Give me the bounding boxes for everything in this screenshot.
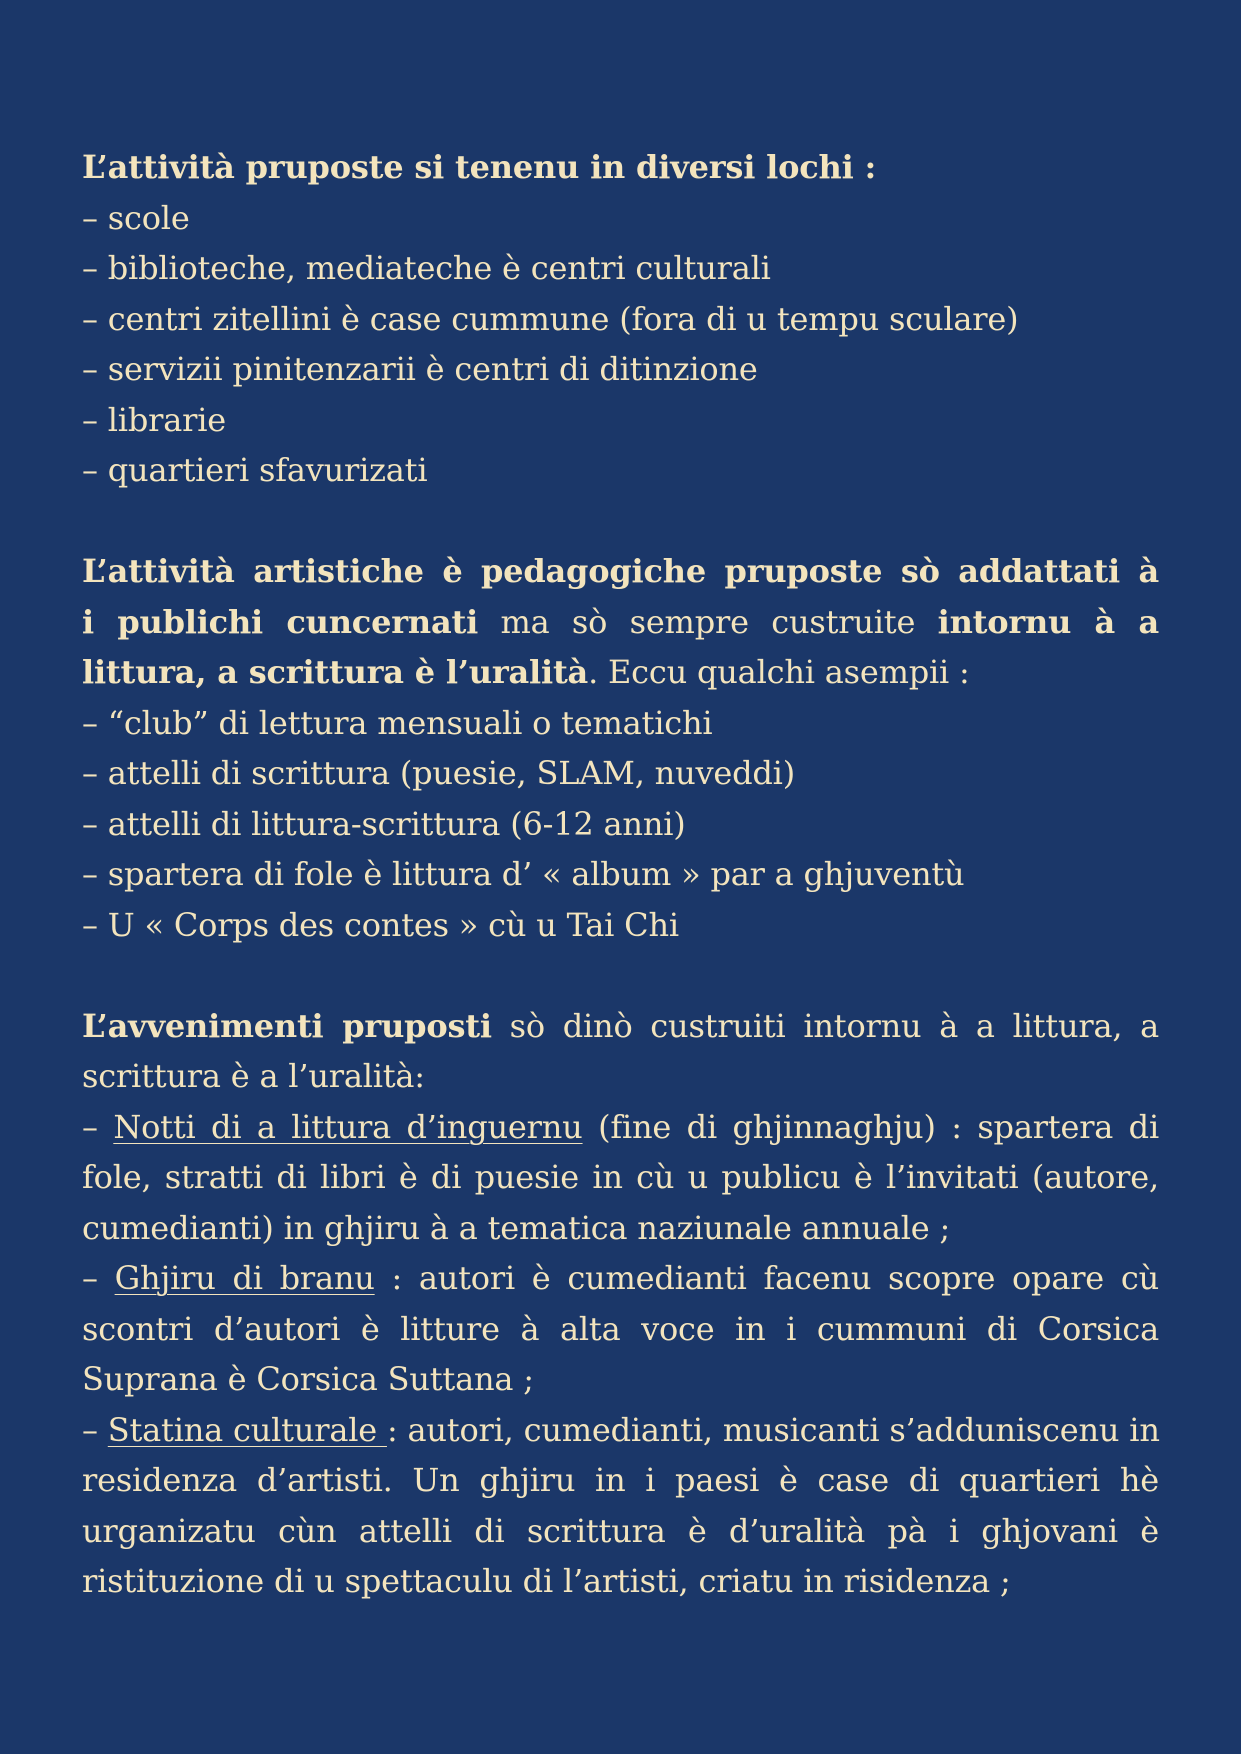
events-section — [82, 1001, 1159, 1607]
event-dash: – — [82, 1107, 114, 1146]
activities-item: – spartera di fole è littura d’ « album » par a ghjuventù — [82, 855, 965, 893]
event-name-link[interactable]: Statina culturale — [107, 1410, 387, 1449]
event-text: : autori è cumedianti facenu scopre opare cù — [374, 1259, 1159, 1297]
event-dash: – — [82, 1410, 108, 1449]
activities-section — [82, 546, 1159, 950]
activities-item: – “club” di lettura mensuali o tematichi — [82, 703, 713, 742]
places-section — [82, 142, 1159, 496]
event-line — [82, 1405, 1159, 1456]
events-intro-line: scrittura è a l’uralità: — [82, 1057, 425, 1095]
event-name-link[interactable]: Ghjiru di branu — [114, 1259, 375, 1297]
event-line: Suprana è Corsica Suttana ; — [82, 1360, 534, 1398]
activities-intro-line — [82, 647, 1159, 698]
places-item: – scole — [82, 198, 190, 237]
event-line: cumedianti) in ghjiru à a tematica naziunale annuale ; — [82, 1208, 951, 1247]
places-heading: L’attività pruposte si tenenu in diversi lochi : — [82, 148, 877, 186]
events-intro-line — [82, 1001, 1159, 1052]
event-name-link[interactable]: Notti di a littura d’inguernu — [113, 1107, 583, 1146]
activities-item: – attelli di scrittura (puesie, SLAM, nuveddi) — [82, 754, 795, 792]
event-line: fole, stratti di libri è di puesie in cù u publicu è l’invitati (autore, — [82, 1158, 1159, 1196]
places-item: – servizii pinitenzarii è centri di ditinzione — [82, 350, 758, 388]
document-page — [82, 142, 1159, 1657]
activities-intro-bold: i publichi cuncernati — [82, 602, 479, 641]
event-line: urganizatu cùn attelli di scrittura è d’uralità pà i ghjovani è — [82, 1511, 1159, 1550]
activities-intro-bold: littura, a scrittura è l’uralità — [82, 653, 589, 691]
event-line: ristituzione di u spettaculu di l’artisti, criatu in risidenza ; — [82, 1562, 1011, 1600]
activities-item: – U « Corps des contes » cù u Tai Chi — [82, 905, 679, 944]
event-line — [82, 1102, 1159, 1153]
event-text: : autori, cumedianti, musicanti s’adduniscenu in — [386, 1410, 1160, 1449]
activities-intro-line: L’attività artistiche è pedagogiche pruposte sò addattati à — [82, 552, 1159, 590]
events-intro-bold: L’avvenimenti pruposti — [82, 1006, 492, 1045]
activities-intro-bold: intornu à a — [937, 602, 1159, 641]
events-intro-text: sò dinò custruiti intornu à a littura, a — [491, 1006, 1159, 1045]
activities-intro-line — [82, 597, 1159, 648]
places-item: – biblioteche, mediateche è centri culturali — [82, 249, 771, 287]
places-item: – centri zitellini è case cummune (fora di u tempu sculare) — [82, 299, 1019, 338]
event-line: scontri d’autori è litture à alta voce in i cummuni di Corsica — [82, 1309, 1159, 1348]
places-item: – librarie — [82, 400, 226, 439]
event-line — [82, 1253, 1159, 1304]
event-dash: – — [82, 1259, 115, 1297]
activities-intro-text: . Eccu qualchi asempii : — [588, 653, 970, 691]
event-line: residenza d’artisti. Un ghjiru in i paesi è case di quartieri hè — [82, 1461, 1159, 1499]
places-item: – quartieri sfavurizati — [82, 451, 428, 489]
activities-item: – attelli di littura-scrittura (6-12 anni) — [82, 804, 686, 843]
event-text: (fine di ghjinnaghju) : spartera di — [582, 1107, 1160, 1146]
activities-intro-text: ma sò sempre custruite — [478, 602, 938, 641]
